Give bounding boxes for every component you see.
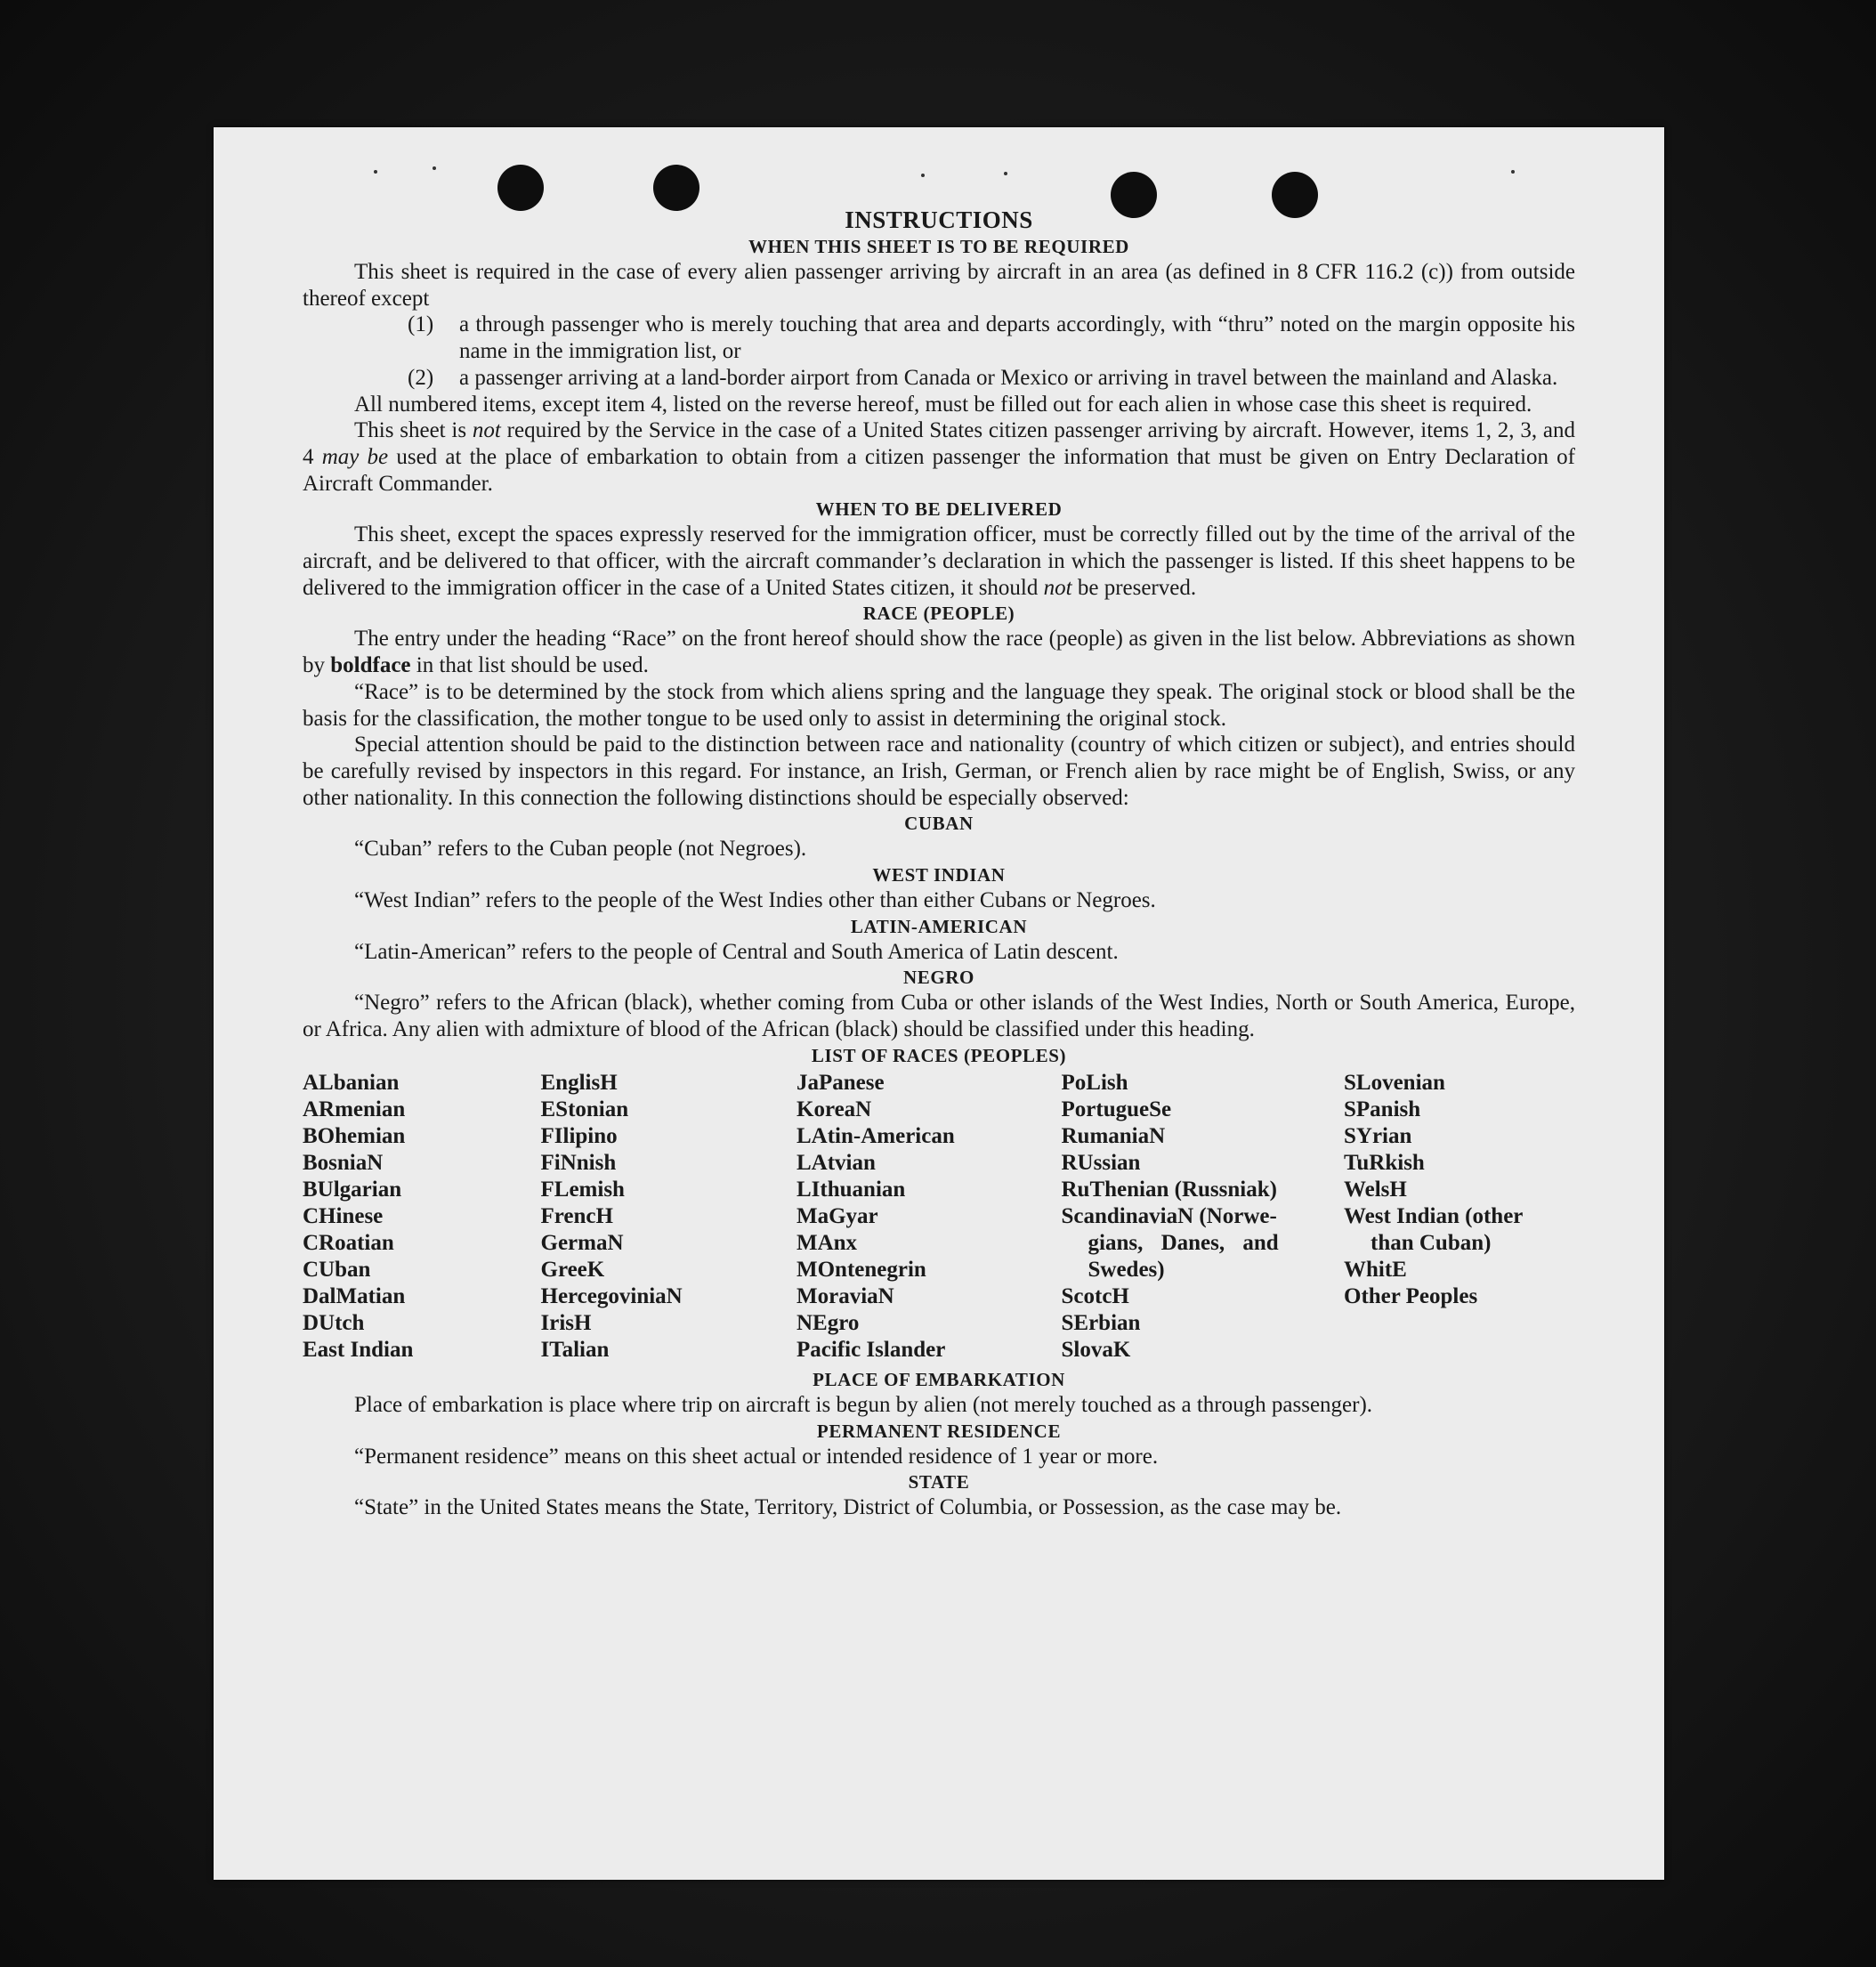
heading-list-of-races: LIST OF RACES (PEOPLES) [811, 1044, 1067, 1066]
race-entry: IrisH [540, 1310, 592, 1335]
race-entry: SPanish [1344, 1097, 1421, 1121]
race-entry: FIlipino [540, 1123, 618, 1148]
race-entry: MaGyar [796, 1203, 878, 1228]
race-entry: NEgro [796, 1310, 860, 1335]
race-entry: FLemish [540, 1177, 625, 1202]
races-column [1344, 1070, 1575, 1364]
race-entry: RUssian [1061, 1150, 1141, 1175]
permanent-residence-text: “Permanent residence” means on this sheet actual or intended residence of 1 year or more. [354, 1444, 1159, 1469]
race-entry: PortugueSe [1061, 1097, 1172, 1121]
heading-west-indian: WEST INDIAN [872, 864, 1006, 886]
race-entry: Other Peoples [1344, 1283, 1478, 1308]
heading-state: STATE [908, 1471, 970, 1493]
instructions-content [303, 206, 1575, 1521]
race-entry: DalMatian [303, 1283, 406, 1308]
dust-speck [1004, 172, 1007, 175]
race-paragraph-2: “Race” is to be determined by the stock from which aliens spring and the language they speak. The original stock or blood shall be the basis for the classification, the mother tongue to be used only to assist in determining the original stock. [303, 679, 1575, 731]
race-entry: EnglisH [540, 1070, 618, 1095]
race-entry: CHinese [303, 1203, 384, 1228]
race-entry: EStonian [540, 1097, 629, 1121]
exception-item [408, 365, 1575, 392]
heading-when-delivered: WHEN TO BE DELIVERED [815, 498, 1063, 521]
cuban-text: “Cuban” refers to the Cuban people (not Negroes). [354, 837, 807, 862]
when-delivered-text: This sheet, except the spaces expressly reserved for the immigration officer, must be correctly filled out by the time of the arrival of the aircraft, and be delivered to that officer, with the aircraft commander’s declaration in which the passenger is listed. If this sheet happens to be delivered to the immigration officer in the case of a United States citizen, it should not be preserved. [303, 522, 1575, 600]
races-column [1062, 1070, 1320, 1364]
race-entry: BUlgarian [303, 1177, 402, 1202]
race-entry: ScandinaviaN (Norwe- [1061, 1203, 1277, 1228]
punch-hole [497, 165, 544, 211]
citizen-paragraph: This sheet is not required by the Service in the case of a United States citizen passenger arriving by aircraft. However, items 1, 2, 3, and 4 may be used at the place of embarkation to obtain from a citizen passenger the information that must be given on Entry Declaration of Aircraft Commander. [303, 418, 1576, 496]
races-list [303, 1070, 1575, 1364]
race-entry: BosniaN [303, 1150, 384, 1175]
dust-speck [433, 166, 436, 170]
when-required-intro: This sheet is required in the case of every alien passenger arriving by aircraft in an area (as defined in 8 CFR 116.2 (c)) from outside thereof except [303, 260, 1575, 311]
race-entry: SLovenian [1344, 1070, 1445, 1095]
exception-item [408, 312, 1575, 364]
race-entry: DUtch [303, 1310, 365, 1335]
exception-text: a passenger arriving at a land-border airport from Canada or Mexico or arriving in travel between the mainland and Alaska. [459, 365, 1558, 390]
race-entry: TuRkish [1344, 1150, 1425, 1175]
exception-text: a through passenger who is merely touching that area and departs accordingly, with “thru” noted on the margin opposite his name in the immigration list, or [459, 312, 1575, 364]
race-entry: BOhemian [303, 1123, 406, 1148]
race-entry: ITalian [540, 1337, 610, 1362]
race-entry: MoraviaN [796, 1283, 894, 1308]
heading-permanent-residence: PERMANENT RESIDENCE [816, 1420, 1062, 1442]
race-entry: WhitE [1344, 1257, 1407, 1282]
race-entry: RumaniaN [1061, 1123, 1166, 1148]
race-entry: East Indian [303, 1337, 414, 1362]
race-entry: LIthuanian [796, 1177, 906, 1202]
race-entry: CRoatian [303, 1230, 394, 1255]
races-column [303, 1070, 516, 1364]
latin-american-text: “Latin-American” refers to the people of Central and South America of Latin descent. [354, 939, 1119, 964]
heading-embarkation: PLACE OF EMBARKATION [813, 1368, 1065, 1390]
race-entry: West Indian (other [1344, 1203, 1524, 1228]
race-entry-continued: than Cuban) [1371, 1230, 1492, 1255]
numbered-items-paragraph: All numbered items, except item 4, listed on the reverse hereof, must be filled out for each alien in whose case this sheet is required. [354, 392, 1532, 417]
state-text: “State” in the United States means the State, Territory, District of Columbia, or Possession, as the case may be. [354, 1495, 1342, 1520]
race-entry: RuThenian (Russniak) [1061, 1177, 1277, 1202]
dust-speck [1511, 170, 1515, 174]
race-entry: JaPanese [796, 1070, 885, 1095]
document-page [214, 127, 1664, 1880]
heading-negro: NEGRO [902, 967, 974, 989]
punch-hole [653, 165, 699, 211]
exception-number: (1) [408, 312, 434, 337]
heading-latin-american: LATIN-AMERICAN [850, 915, 1028, 937]
race-paragraph-3: Special attention should be paid to the distinction between race and nationality (country of which citizen or subject), and entries should be carefully revised by inspectors in this regard. For instance, an Irish, German, or French alien by race might be of English, Swiss, or any other nationality. In this connection the following distinctions should be especially observed: [303, 733, 1575, 810]
race-entry: ScotcH [1061, 1283, 1129, 1308]
heading-cuban: CUBAN [904, 813, 974, 835]
race-entry: WelsH [1344, 1177, 1407, 1202]
race-entry: CUban [303, 1257, 371, 1282]
race-entry: MAnx [796, 1230, 858, 1255]
race-entry: Pacific Islander [796, 1337, 946, 1362]
race-entry: LAtin-American [796, 1123, 955, 1148]
race-entry: SlovaK [1061, 1337, 1131, 1362]
races-column [541, 1070, 772, 1364]
page-title: INSTRUCTIONS [845, 206, 1033, 233]
negro-text: “Negro” refers to the African (black), whether coming from Cuba or other islands of the West Indies, North or South America, Europe, or Africa. Any alien with admixture of blood of the African (black) should be classified under this heading. [303, 991, 1575, 1042]
heading-when-required: WHEN THIS SHEET IS TO BE REQUIRED [748, 236, 1129, 257]
heading-race: RACE (PEOPLE) [862, 603, 1015, 625]
races-column [796, 1070, 1037, 1364]
race-entry: ALbanian [303, 1070, 400, 1095]
race-entry: SErbian [1061, 1310, 1141, 1335]
race-entry: LAtvian [796, 1150, 876, 1175]
race-entry: FrencH [540, 1203, 613, 1228]
race-entry: KoreaN [796, 1097, 872, 1121]
dust-speck [374, 170, 377, 174]
race-entry: FiNnish [540, 1150, 617, 1175]
exception-number: (2) [408, 365, 434, 390]
dust-speck [921, 174, 925, 177]
race-entry: GreeK [540, 1257, 605, 1282]
race-entry-continued: Swedes) [1088, 1257, 1165, 1282]
race-paragraph-1: The entry under the heading “Race” on the front hereof should show the race (people) as given in the list below. Abbreviations as shown by boldface in that list should be used. [303, 627, 1575, 678]
race-entry: SYrian [1344, 1123, 1412, 1148]
race-entry: MOntenegrin [796, 1257, 926, 1282]
race-entry-continued: gians, Danes, and [1088, 1230, 1279, 1255]
west-indian-text: “West Indian” refers to the people of the West Indies other than either Cubans or Negroes. [354, 888, 1156, 913]
race-entry: GermaN [540, 1230, 624, 1255]
race-entry: ARmenian [303, 1097, 406, 1121]
race-entry: HercegoviniaN [540, 1283, 683, 1308]
embarkation-text: Place of embarkation is place where trip on aircraft is begun by alien (not merely touched as a through passenger). [354, 1392, 1373, 1417]
race-entry: PoLish [1061, 1070, 1128, 1095]
